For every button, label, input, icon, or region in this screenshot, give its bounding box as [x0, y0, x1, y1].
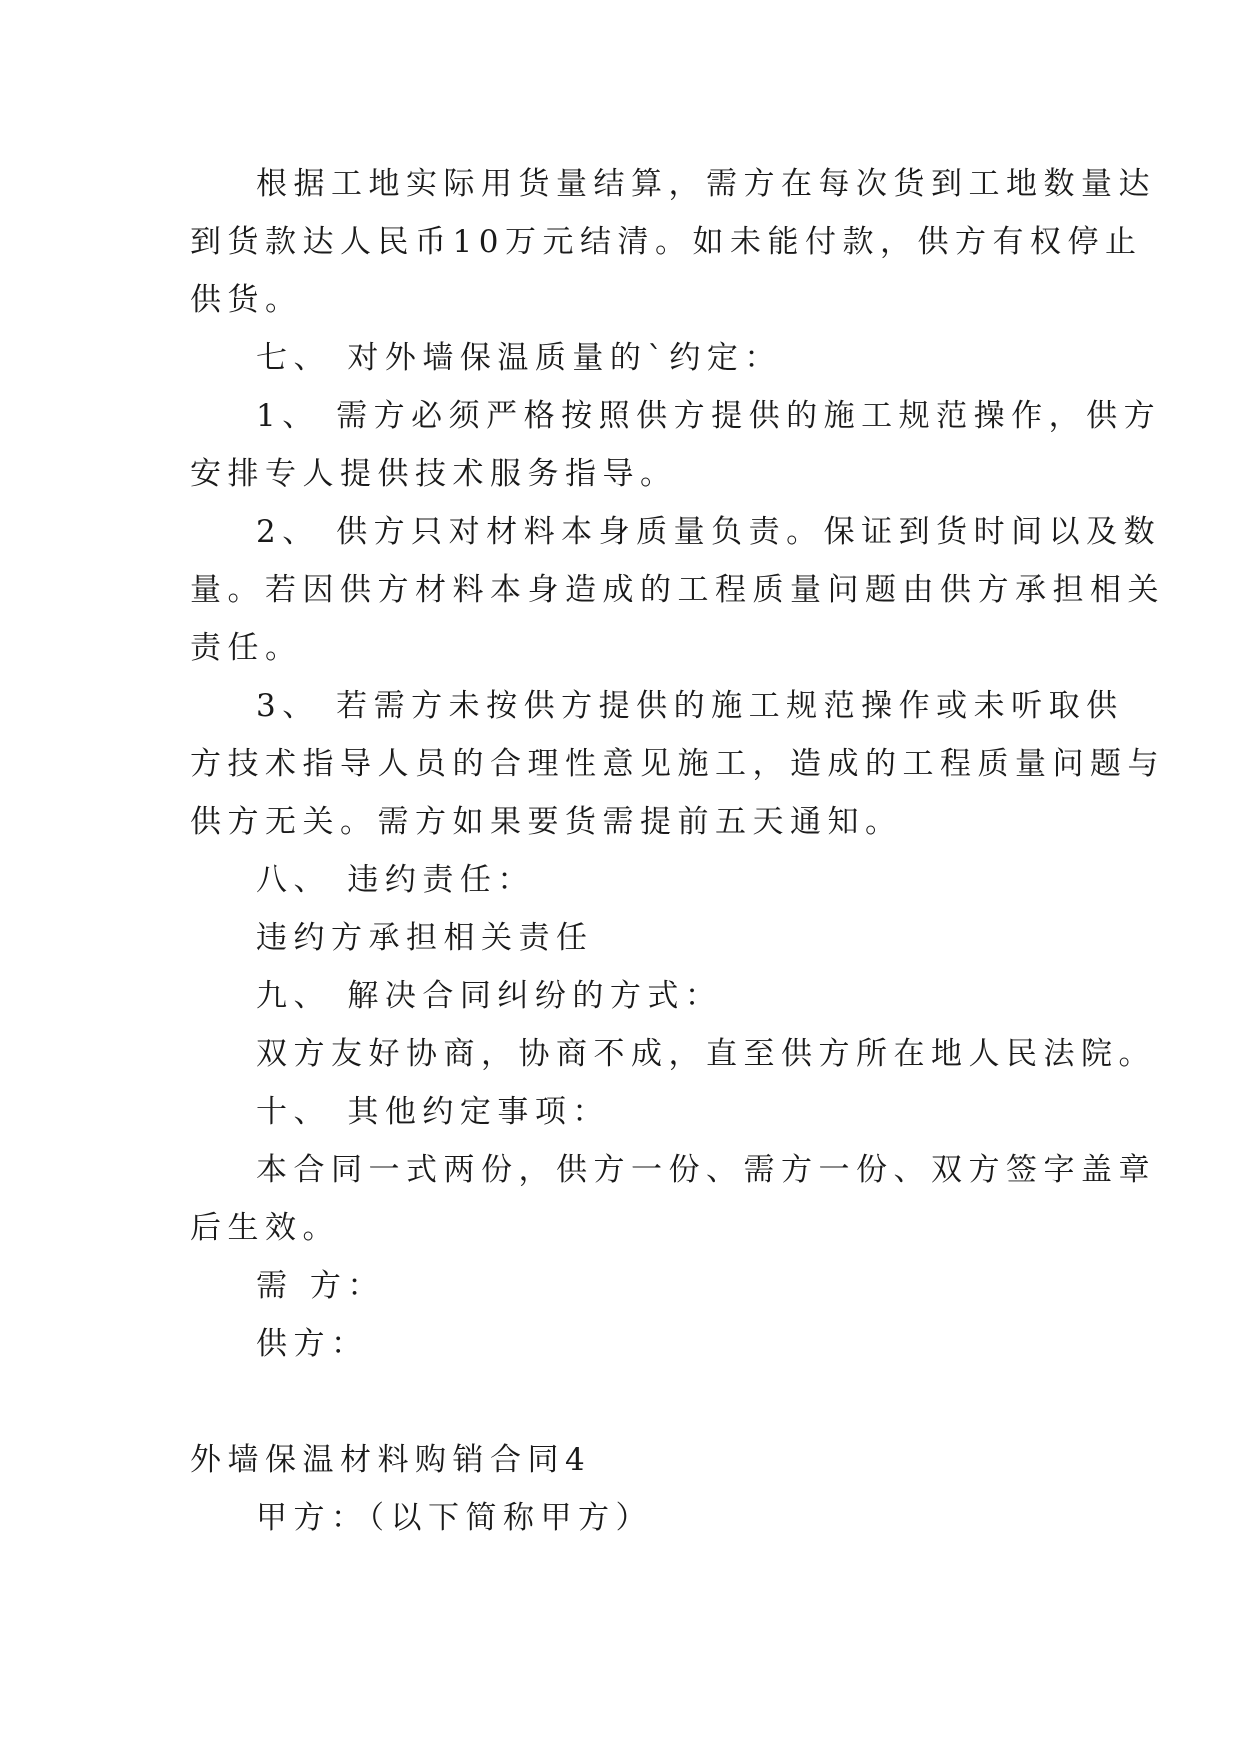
clause-line: 责任。 [190, 630, 303, 666]
clause-line: 量。若因供方材料本身造成的工程质量问题由供方承担相关 [190, 572, 1165, 608]
party-a-line: 甲方：（以下简称甲方） [256, 1500, 653, 1536]
section-heading: 七、 对外墙保温质量的`约定： [256, 340, 782, 376]
buyer-signature-line: 需 方： [256, 1268, 385, 1304]
paragraph-line: 根据工地实际用货量结算，需方在每次货到工地数量达 [256, 166, 1156, 202]
clause-line: 3、 若需方未按供方提供的施工规范操作或未听取供 [256, 688, 1124, 724]
clause-line: 1、 需方必须严格按照供方提供的施工规范操作，供方 [256, 398, 1162, 434]
clause-line: 2、 供方只对材料本身质量负责。保证到货时间以及数 [256, 514, 1162, 550]
section-heading: 九、 解决合同纠纷的方式： [256, 978, 723, 1014]
clause-line: 安排专人提供技术服务指导。 [190, 456, 678, 492]
clause-line: 供方无关。需方如果要货需提前五天通知。 [190, 804, 903, 840]
supplier-signature-line: 供方： [256, 1326, 369, 1362]
paragraph-line: 到货款达人民币10万元结清。如未能付款，供方有权停止 [190, 224, 1143, 260]
paragraph-line: 供货。 [190, 282, 303, 318]
clause-line: 方技术指导人员的合理性意见施工，造成的工程质量问题与 [190, 746, 1165, 782]
section-heading: 十、 其他约定事项： [256, 1094, 610, 1130]
document-title: 外墙保温材料购销合同4 [190, 1442, 592, 1478]
paragraph-line: 后生效。 [190, 1210, 340, 1246]
paragraph-line: 违约方承担相关责任 [256, 920, 594, 956]
section-heading: 八、 违约责任： [256, 862, 535, 898]
paragraph-line: 本合同一式两份，供方一份、需方一份、双方签字盖章 [256, 1152, 1156, 1188]
paragraph-line: 双方友好协商，协商不成，直至供方所在地人民法院。 [256, 1036, 1156, 1072]
